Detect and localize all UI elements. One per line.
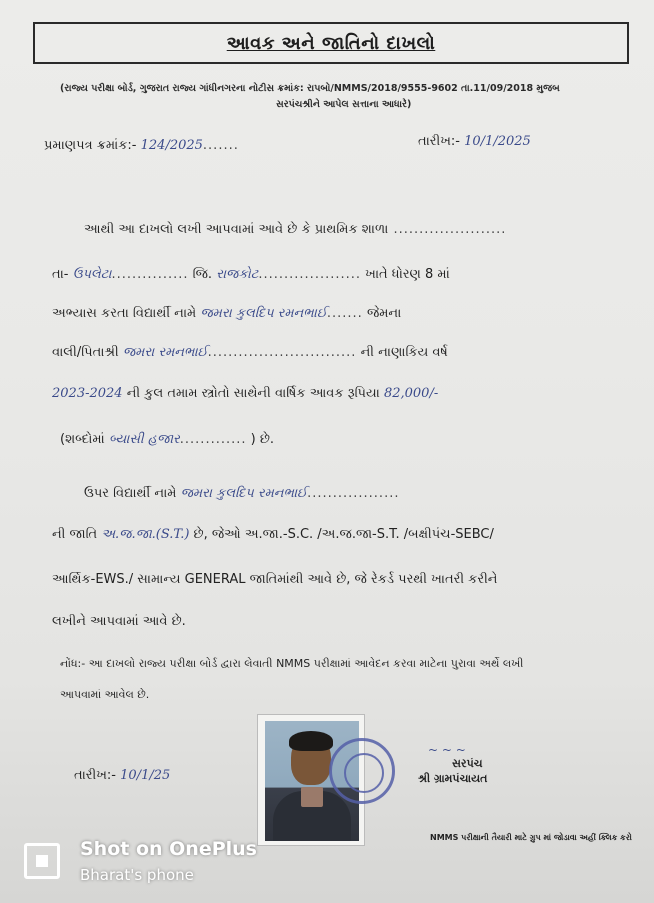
certificate-number: પ્રમાણપત્ર ક્રમાંક:- 124/2025.......	[44, 138, 239, 153]
left-date	[74, 768, 170, 783]
oneplus-logo-icon	[24, 843, 60, 879]
study-label: અભ્યાસ કરતા વિદ્યાર્થી નામે	[52, 306, 197, 321]
watermark-line-2: Bharat's phone	[80, 866, 194, 884]
caste-label: ની જાતિ	[52, 527, 98, 542]
student-name: જમરા કુલદિપ રમનભાઈ	[200, 306, 327, 321]
note-line-2: આપવામાં આવેલ છે.	[60, 688, 150, 701]
line-caste	[52, 527, 494, 542]
fin-year-text: ની નાણાકિય વર્ષ	[360, 345, 448, 360]
certificate-date	[418, 134, 531, 149]
note-line-1: નોંધ:- આ દાખલો રાજ્ય પરીક્ષા બોર્ડ દ્વારા લેવાતી NMMS પરીક્ષામાં આવેદન કરવા માટેના પુરાવા અર્થે લખી	[60, 657, 524, 670]
income-value: 82,000/-	[383, 386, 439, 401]
parent-name: જમરા રમનભાઈ	[122, 345, 208, 360]
parent-label: વાલી/પિતાશ્રી	[52, 345, 119, 360]
line-caste-2: આર્થિક-EWS./ સામાન્ય GENERAL જાતિમાંથી આવે છે, જે રેકર્ડ પરથી ખાતરી કરીને	[52, 572, 498, 587]
line-parent: વાલી/પિતાશ્રી જમરા રમનભાઈ............................. ની નાણાકિય વર્ષ	[52, 345, 448, 360]
taluka-label: તા-	[52, 267, 69, 282]
title-box	[33, 22, 629, 64]
date-value: 10/1/2025	[464, 134, 531, 149]
document-title: આવક અને જાતિનો દાખલો	[226, 32, 436, 54]
district-value: રાજકોટ	[216, 267, 259, 282]
sarpanch-org: શ્રી ગ્રામપંચાયત	[418, 772, 488, 785]
words-label: (શબ્દોમાં	[60, 432, 105, 447]
caste-options: છે, જેઓ અ.જા.-S.C. /અ.જ.જા-S.T. /બક્ષીપંચ-SEBC/	[193, 527, 494, 542]
line-school-text: આથી આ દાખલો લખી આપવામાં આવે છે કે પ્રાથમિક શાળા	[84, 222, 389, 237]
date-label: તારીખ:-	[418, 134, 460, 149]
year-value: 2023-2024	[52, 386, 123, 401]
line-school: આથી આ દાખલો લખી આપવામાં આવે છે કે પ્રાથમિક શાળા ......................	[84, 222, 507, 237]
bottom-note: NMMS પરીક્ષાની તૈયારી માટે ગ્રુપ માં જોડાવા અહીં ક્લિક કરો	[430, 833, 632, 842]
watermark-line-1: Shot on OnePlus	[80, 838, 257, 860]
taluka-value: ઉપલેટા	[72, 267, 112, 282]
certificate-number-value: 124/2025	[140, 138, 203, 153]
sarpanch-title: સરપંચ	[452, 757, 483, 770]
seal-stamp-icon	[329, 738, 395, 804]
line-taluka: તા- ઉપલેટા............... જિ. રાજકોટ.................... ખાતે ધોરણ 8 માં	[52, 267, 450, 282]
sarpanch-signature: ~ ~ ~	[428, 743, 466, 757]
certificate-number-label: પ્રમાણપત્ર ક્રમાંક:-	[44, 138, 137, 153]
line-student-2: ઉપર વિદ્યાર્થી નામે જમરા કુલદિપ રમનભાઈ..................	[84, 486, 400, 501]
che-text: ) છે.	[250, 432, 275, 447]
caste-value: અ.જ.જા.(S.T.)	[101, 527, 190, 542]
line-student: અભ્યાસ કરતા વિદ્યાર્થી નામે જમરા કુલદિપ રમનભાઈ....... જેમના	[52, 306, 402, 321]
left-date-value: 10/1/25	[120, 768, 171, 783]
words-value: બ્યાસી હજાર	[108, 432, 180, 447]
std-text: ખાતે ધોરણ 8 માં	[365, 267, 450, 282]
line-caste-3: લખીને આપવામાં આવે છે.	[52, 614, 186, 629]
jemna-text: જેમના	[366, 306, 402, 321]
district-label: જિ.	[192, 267, 213, 282]
left-date-label: તારીખ:-	[74, 768, 116, 783]
student-name-2: જમરા કુલદિપ રમનભાઈ	[180, 486, 308, 501]
income-text: ની કુલ તમામ સ્ત્રોતો સાથેની વાર્ષિક આવક રૂપિયા	[126, 386, 380, 401]
line-words: (શબ્દોમાં બ્યાસી હજાર............. ) છે.	[60, 432, 275, 447]
subtitle-line-2: સરપંચશ્રીને આપેલ સત્તાના આધારે)	[276, 99, 412, 110]
subtitle-line-1: (રાજ્ય પરીક્ષા બોર્ડ, ગુજરાત રાજ્ય ગાંધીનગરના નોટીસ ક્રમાંક: રાપબો/NMMS/2018/9555-9602 તા.11/09/2018 મુજબ	[60, 83, 560, 94]
student-label-2: ઉપર વિદ્યાર્થી નામે	[84, 486, 177, 501]
line-income	[52, 386, 438, 401]
